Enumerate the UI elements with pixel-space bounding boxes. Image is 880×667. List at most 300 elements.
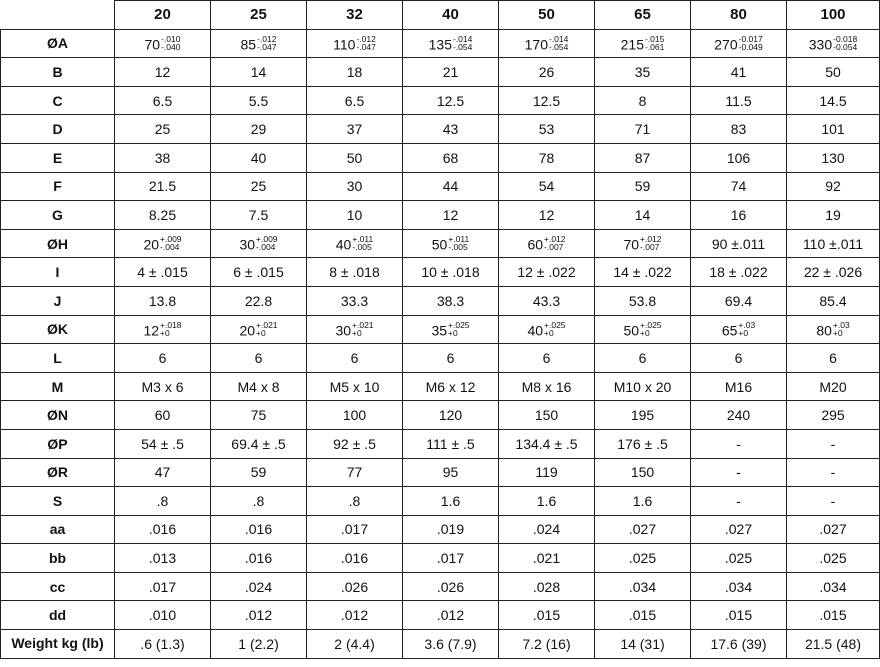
table-cell: - (691, 429, 787, 458)
row-label: ØK (1, 315, 115, 344)
table-cell (691, 29, 787, 58)
table-cell: .016 (211, 544, 307, 573)
table-cell: .026 (307, 572, 403, 601)
table-cell: .8 (211, 487, 307, 516)
table-cell (307, 315, 403, 344)
table-cell: 110 ±.011 (787, 229, 880, 258)
size-header-32: 32 (307, 1, 403, 30)
table-row (1, 601, 880, 630)
table-cell: 35 (595, 58, 691, 87)
tolerance-stack (448, 235, 469, 251)
table-cell: 12.5 (403, 86, 499, 115)
table-cell: 8 (595, 86, 691, 115)
table-cell: 7.5 (211, 201, 307, 230)
table-cell: - (691, 487, 787, 516)
table-cell: 77 (307, 458, 403, 487)
table-cell: .016 (307, 544, 403, 573)
table-cell (115, 315, 211, 344)
table-cell: 10 (307, 201, 403, 230)
table-row (1, 487, 880, 516)
table-row (1, 544, 880, 573)
table-cell: 134.4 ± .5 (499, 429, 595, 458)
upper-tolerance: +.018 (160, 319, 182, 330)
table-cell: 12 (403, 201, 499, 230)
nominal-value: 40 (527, 321, 544, 338)
row-label: ØP (1, 429, 115, 458)
tolerance-stack (257, 35, 276, 51)
nominal-value: 135 (428, 36, 452, 53)
table-cell: 14 ± .022 (595, 258, 691, 287)
table-cell: 37 (307, 115, 403, 144)
table-cell: .027 (595, 515, 691, 544)
table-cell: 21.5 (48) (787, 630, 880, 659)
table-row (1, 201, 880, 230)
row-label: ØA (1, 29, 115, 58)
tolerance-stack (352, 235, 373, 251)
table-cell: 150 (595, 458, 691, 487)
tolerance-stack (833, 321, 850, 337)
table-cell: 71 (595, 115, 691, 144)
table-cell (115, 29, 211, 58)
table-row (1, 572, 880, 601)
size-header-25: 25 (211, 1, 307, 30)
table-cell: .015 (691, 601, 787, 630)
table-cell: 3.6 (7.9) (403, 630, 499, 659)
tolerance-stack (549, 35, 568, 51)
row-label: B (1, 58, 115, 87)
table-cell (115, 229, 211, 258)
table-row (1, 458, 880, 487)
tolerance-stack (453, 35, 472, 51)
table-cell: 8.25 (115, 201, 211, 230)
nominal-value: 85 (240, 36, 257, 53)
table-cell: .017 (307, 515, 403, 544)
lower-tolerance: +0 (160, 327, 170, 338)
table-cell: 53 (499, 115, 595, 144)
table-cell (787, 315, 880, 344)
table-row (1, 315, 880, 344)
table-cell: 6.5 (307, 86, 403, 115)
lower-tolerance: -.040 (161, 42, 181, 53)
table-cell (595, 29, 691, 58)
tolerance-stack (160, 235, 182, 251)
table-cell: 38.3 (403, 286, 499, 315)
table-cell (307, 29, 403, 58)
table-cell: 25 (211, 172, 307, 201)
table-cell: 14 (31) (595, 630, 691, 659)
row-label: cc (1, 572, 115, 601)
tolerance-stack (640, 321, 662, 337)
table-cell: .010 (115, 601, 211, 630)
table-cell: .024 (211, 572, 307, 601)
table-row (1, 229, 880, 258)
table-row (1, 29, 880, 58)
table-cell: .027 (787, 515, 880, 544)
nominal-value: 12 (143, 321, 160, 338)
corner-cell (1, 1, 115, 30)
row-label: E (1, 143, 115, 172)
table-cell: 4 ± .015 (115, 258, 211, 287)
tolerance-stack (356, 35, 375, 51)
table-cell: 106 (691, 143, 787, 172)
table-cell: .028 (499, 572, 595, 601)
nominal-value: 20 (143, 236, 160, 253)
lower-tolerance: -.004 (160, 242, 180, 253)
table-cell: M10 x 20 (595, 372, 691, 401)
table-cell: 43.3 (499, 286, 595, 315)
table-cell: .016 (211, 515, 307, 544)
row-label: C (1, 86, 115, 115)
table-cell: 29 (211, 115, 307, 144)
lower-tolerance: -.004 (256, 242, 276, 253)
table-cell: 92 (787, 172, 880, 201)
table-cell: 14 (211, 58, 307, 87)
table-cell: 54 (499, 172, 595, 201)
table-cell: 6 (691, 344, 787, 373)
table-cell: 22.8 (211, 286, 307, 315)
table-cell: M5 x 10 (307, 372, 403, 401)
lower-tolerance: -.007 (544, 242, 564, 253)
tolerance-stack (161, 35, 180, 51)
upper-tolerance: -.014 (452, 34, 473, 45)
table-cell: 119 (499, 458, 595, 487)
nominal-value: 330 (808, 36, 833, 53)
nominal-value: 170 (524, 36, 548, 53)
nominal-value: 30 (239, 236, 256, 253)
table-cell: M8 x 16 (499, 372, 595, 401)
row-label: aa (1, 515, 115, 544)
nominal-value: 80 (816, 321, 832, 338)
row-label: S (1, 487, 115, 516)
table-cell: 60 (115, 401, 211, 430)
table-cell: M3 x 6 (115, 372, 211, 401)
row-label: M (1, 372, 115, 401)
size-header-65: 65 (595, 1, 691, 30)
table-cell: .025 (787, 544, 880, 573)
table-cell: .027 (691, 515, 787, 544)
table-cell: .012 (307, 601, 403, 630)
table-cell: 21.5 (115, 172, 211, 201)
table-cell: 68 (403, 143, 499, 172)
table-cell: 19 (787, 201, 880, 230)
table-cell: 130 (787, 143, 880, 172)
table-cell: M16 (691, 372, 787, 401)
tolerance-stack (448, 321, 470, 337)
nominal-value: 60 (527, 236, 544, 253)
tolerance-stack (256, 235, 278, 251)
upper-tolerance: +.011 (352, 234, 374, 245)
table-cell: .017 (115, 572, 211, 601)
tolerance-stack (544, 321, 566, 337)
table-cell: 95 (403, 458, 499, 487)
table-cell: 74 (691, 172, 787, 201)
table-cell: 12 (115, 58, 211, 87)
table-cell: .8 (115, 487, 211, 516)
table-cell: 150 (499, 401, 595, 430)
table-cell: 26 (499, 58, 595, 87)
table-cell: 1.6 (499, 487, 595, 516)
table-cell: 75 (211, 401, 307, 430)
lower-tolerance: -0.049 (738, 42, 763, 53)
table-cell: 53.8 (595, 286, 691, 315)
size-header-80: 80 (691, 1, 787, 30)
table-cell (499, 29, 595, 58)
table-cell: 6 (403, 344, 499, 373)
lower-tolerance: -.005 (448, 242, 468, 253)
upper-tolerance: -.012 (356, 34, 376, 45)
row-label: L (1, 344, 115, 373)
table-row (1, 58, 880, 87)
nominal-value: 30 (335, 321, 352, 338)
table-row (1, 172, 880, 201)
row-label: bb (1, 544, 115, 573)
row-label: ØN (1, 401, 115, 430)
upper-tolerance: -0.017 (738, 34, 763, 45)
tolerance-stack (739, 35, 763, 51)
table-cell: 6 (307, 344, 403, 373)
row-label: ØH (1, 229, 115, 258)
upper-tolerance: -.014 (548, 34, 569, 45)
lower-tolerance: +0 (738, 327, 749, 338)
table-cell: 12.5 (499, 86, 595, 115)
row-label: F (1, 172, 115, 201)
table-cell: - (787, 458, 880, 487)
table-row (1, 429, 880, 458)
table-cell: 59 (211, 458, 307, 487)
table-cell (595, 315, 691, 344)
tolerance-stack (256, 321, 278, 337)
table-cell: 295 (787, 401, 880, 430)
table-row (1, 115, 880, 144)
size-header-20: 20 (115, 1, 211, 30)
table-cell: 33.3 (307, 286, 403, 315)
lower-tolerance: -.054 (548, 42, 569, 53)
upper-tolerance: +.012 (544, 234, 566, 245)
upper-tolerance: +.021 (256, 319, 278, 330)
upper-tolerance: -.015 (644, 34, 665, 45)
size-header-40: 40 (403, 1, 499, 30)
size-header-50: 50 (499, 1, 595, 30)
table-cell: 14.5 (787, 86, 880, 115)
nominal-value: 70 (623, 236, 640, 253)
tolerance-stack (160, 321, 182, 337)
table-cell: .013 (115, 544, 211, 573)
table-row (1, 143, 880, 172)
upper-tolerance: +.009 (256, 234, 278, 245)
table-cell: .017 (403, 544, 499, 573)
table-cell: 92 ± .5 (307, 429, 403, 458)
row-label: ØR (1, 458, 115, 487)
nominal-value: 65 (721, 321, 738, 338)
upper-tolerance: +.009 (160, 234, 182, 245)
table-cell: 90 ±.011 (691, 229, 787, 258)
table-cell: 6 (595, 344, 691, 373)
table-cell: 17.6 (39) (691, 630, 787, 659)
table-cell (403, 315, 499, 344)
table-cell: .024 (499, 515, 595, 544)
nominal-value: 35 (431, 321, 448, 338)
table-cell: 87 (595, 143, 691, 172)
upper-tolerance: +.03 (832, 319, 850, 330)
row-label: I (1, 258, 115, 287)
table-cell: 13.8 (115, 286, 211, 315)
table-cell: 25 (115, 115, 211, 144)
table-cell: 22 ± .026 (787, 258, 880, 287)
tolerance-stack (640, 235, 662, 251)
upper-tolerance: -.010 (161, 34, 181, 45)
table-row (1, 372, 880, 401)
table-cell: 1.6 (403, 487, 499, 516)
table-cell: 38 (115, 143, 211, 172)
table-cell: .025 (691, 544, 787, 573)
table-cell: 120 (403, 401, 499, 430)
table-cell (499, 315, 595, 344)
table-cell: 54 ± .5 (115, 429, 211, 458)
lower-tolerance: +0 (448, 327, 458, 338)
nominal-value: 20 (239, 321, 256, 338)
table-cell: 101 (787, 115, 880, 144)
table-cell: 6 (787, 344, 880, 373)
tolerance-stack (833, 35, 857, 51)
table-cell: .015 (499, 601, 595, 630)
lower-tolerance: -.054 (452, 42, 473, 53)
lower-tolerance: -0.054 (833, 42, 858, 53)
row-label: D (1, 115, 115, 144)
lower-tolerance: +0 (544, 327, 554, 338)
upper-tolerance: +.03 (738, 319, 756, 330)
table-cell: 6 ± .015 (211, 258, 307, 287)
table-cell (211, 315, 307, 344)
table-row (1, 401, 880, 430)
table-cell: 85.4 (787, 286, 880, 315)
nominal-value: 50 (623, 321, 640, 338)
table-cell: 195 (595, 401, 691, 430)
lower-tolerance: -.005 (352, 242, 372, 253)
table-cell: 40 (211, 143, 307, 172)
nominal-value: 70 (144, 36, 161, 53)
table-cell: .026 (403, 572, 499, 601)
table-cell: - (691, 458, 787, 487)
upper-tolerance: +.025 (544, 319, 566, 330)
table-cell: 176 ± .5 (595, 429, 691, 458)
table-cell: 6.5 (115, 86, 211, 115)
upper-tolerance: -.012 (257, 34, 277, 45)
upper-tolerance: +.025 (640, 319, 662, 330)
table-cell: 50 (307, 143, 403, 172)
table-cell: 18 (307, 58, 403, 87)
table-cell: .6 (1.3) (115, 630, 211, 659)
tolerance-stack (645, 35, 664, 51)
table-cell: 69.4 ± .5 (211, 429, 307, 458)
lower-tolerance: -.007 (640, 242, 660, 253)
table-cell: 44 (403, 172, 499, 201)
table-cell: - (787, 487, 880, 516)
lower-tolerance: +0 (256, 327, 266, 338)
table-cell: 6 (115, 344, 211, 373)
table-cell (211, 29, 307, 58)
table-cell: 78 (499, 143, 595, 172)
row-label: G (1, 201, 115, 230)
table-cell: M20 (787, 372, 880, 401)
table-cell: 6 (211, 344, 307, 373)
table-cell (787, 29, 880, 58)
row-label: Weight kg (lb) (1, 630, 115, 659)
table-cell: 41 (691, 58, 787, 87)
table-cell: .034 (595, 572, 691, 601)
table-cell: 43 (403, 115, 499, 144)
table-cell: 11.5 (691, 86, 787, 115)
table-row (1, 258, 880, 287)
lower-tolerance: +0 (352, 327, 362, 338)
table-cell: .012 (403, 601, 499, 630)
table-cell: 5.5 (211, 86, 307, 115)
table-cell: 1 (2.2) (211, 630, 307, 659)
table-cell: 8 ± .018 (307, 258, 403, 287)
lower-tolerance: -.047 (356, 42, 376, 53)
table-cell (595, 229, 691, 258)
table-cell: 100 (307, 401, 403, 430)
table-cell: M4 x 8 (211, 372, 307, 401)
table-cell: 30 (307, 172, 403, 201)
table-cell: 7.2 (16) (499, 630, 595, 659)
table-cell: 12 ± .022 (499, 258, 595, 287)
table-cell (499, 229, 595, 258)
table-cell: M6 x 12 (403, 372, 499, 401)
table-cell: .015 (787, 601, 880, 630)
table-cell: 14 (595, 201, 691, 230)
lower-tolerance: -.061 (644, 42, 665, 53)
table-cell: .034 (691, 572, 787, 601)
tolerance-stack (738, 321, 755, 337)
lower-tolerance: -.047 (257, 42, 277, 53)
table-cell: .019 (403, 515, 499, 544)
table-cell (307, 229, 403, 258)
row-label: J (1, 286, 115, 315)
table-cell: 12 (499, 201, 595, 230)
table-row (1, 630, 880, 659)
table-cell: 1.6 (595, 487, 691, 516)
upper-tolerance: +.012 (640, 234, 662, 245)
table-cell: .021 (499, 544, 595, 573)
table-cell: 18 ± .022 (691, 258, 787, 287)
nominal-value: 50 (431, 236, 448, 253)
table-cell: 21 (403, 58, 499, 87)
tolerance-stack (352, 321, 374, 337)
lower-tolerance: +0 (640, 327, 650, 338)
table-cell: 59 (595, 172, 691, 201)
table-cell: 47 (115, 458, 211, 487)
table-cell (211, 229, 307, 258)
table-cell: - (787, 429, 880, 458)
table-cell: 10 ± .018 (403, 258, 499, 287)
table-cell: .8 (307, 487, 403, 516)
nominal-value: 40 (335, 236, 352, 253)
table-cell: .012 (211, 601, 307, 630)
header-row (1, 1, 880, 30)
table-cell (691, 315, 787, 344)
table-cell: 2 (4.4) (307, 630, 403, 659)
table-cell: .025 (595, 544, 691, 573)
table-cell: 69.4 (691, 286, 787, 315)
table-cell (403, 29, 499, 58)
table-cell (403, 229, 499, 258)
upper-tolerance: +.011 (448, 234, 470, 245)
table-row (1, 344, 880, 373)
nominal-value: 215 (620, 36, 644, 53)
upper-tolerance: -0.018 (833, 34, 858, 45)
table-row (1, 86, 880, 115)
table-cell: .034 (787, 572, 880, 601)
